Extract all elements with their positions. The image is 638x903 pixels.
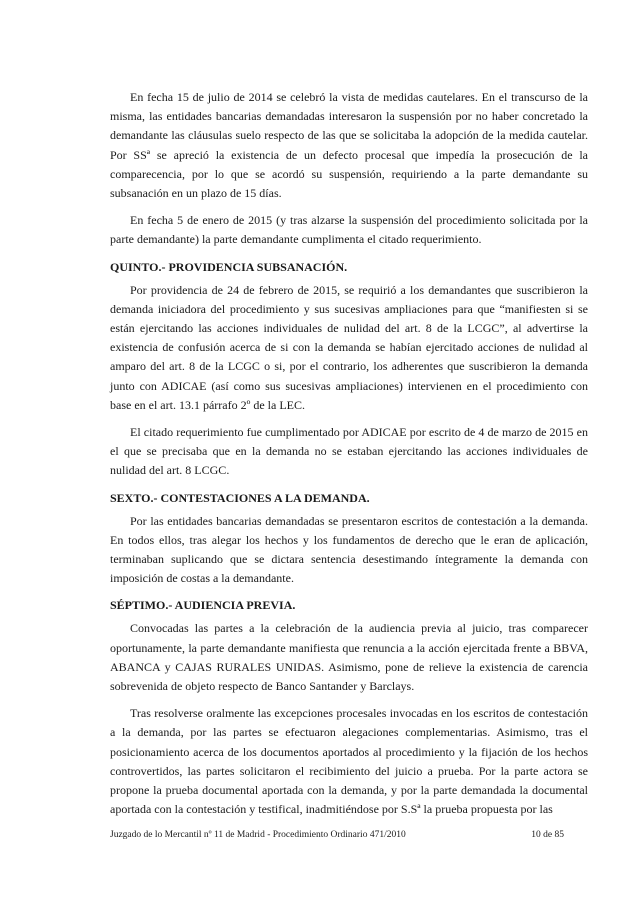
document-body: [110, 88, 588, 828]
paragraph: El citado requerimiento fue cumplimentado por ADICAE por escrito de 4 de marzo de 2015 en el que se precisaba que en la demanda no se estaban ejercitando las acciones individuales de nulidad del art. 8 LCGC.: [110, 425, 588, 478]
section-heading: SEXTO.- CONTESTACIONES A LA DEMANDA.: [110, 490, 370, 505]
page-footer: [110, 829, 564, 841]
paragraph: Tras resolverse oralmente las excepciones procesales invocadas en los escritos de contestación a la demanda, por las partes se efectuaron alegaciones complementarias. Asimismo, tras el posicionamiento acerca de los documentos aportados al procedimiento y la fijación de los hechos controvertidos, las partes solicitaron el recibimiento del juicio a prueba. Por la parte actora se propone la prueba documental aportada con la demanda, y por la parte demandada la documental aportada con la contestación y testifical, inadmitiéndose por S.Sª la prueba propuesta por las: [110, 706, 588, 817]
paragraph: Convocadas las partes a la celebración de la audiencia previa al juicio, tras comparecer oportunamente, la parte demandante manifiesta que renuncia a la acción ejercitada frente a BBVA, ABANCA y CAJAS RURALES UNIDAS. Asimismo, pone de relieve la existencia de carencia sobrevenida de objeto respecto de Banco Santander y Barclays.: [110, 621, 588, 694]
paragraph: En fecha 5 de enero de 2015 (y tras alzarse la suspensión del procedimiento solicitada por la parte demandante) la parte demandante cumplimenta el citado requerimiento.: [110, 213, 588, 247]
paragraph: En fecha 15 de julio de 2014 se celebró la vista de medidas cautelares. En el transcurso de la misma, las entidades bancarias demandadas interesaron la suspensión por no haber concretado la demandante las cláusulas suelo respecto de las que se solicitaba la adopción de la medida cautelar. Por SSª se apreció la existencia de un defecto procesal que impedía la prosecución de la comparecencia, por lo que se acordó su suspensión, requiriendo a la parte demandante su subsanación en un plazo de 15 días.: [110, 90, 588, 201]
page-number: 10 de 85: [531, 830, 564, 840]
section-heading: QUINTO.- PROVIDENCIA SUBSANACIÓN.: [110, 259, 348, 274]
paragraph: Por providencia de 24 de febrero de 2015, se requirió a los demandantes que suscribieron la demanda iniciadora del procedimiento y sus sucesivas ampliaciones para que “manifiesten si se están ejercitando las acciones individuales de nulidad del art. 8 de la LCGC”, al advertirse la existencia de confusión acerca de si con la demanda se habían ejercitado acciones de nulidad al amparo del art. 8 de la LCGC o si, por el contrario, los adherentes que suscribieron la demanda junto con ADICAE (así como sus sucesivas ampliaciones) intervienen en el procedimiento con base en el art. 13.1 párrafo 2º de la LEC.: [110, 282, 588, 412]
section-heading: SÉPTIMO.- AUDIENCIA PREVIA.: [110, 598, 296, 613]
footer-court-reference: Juzgado de lo Mercantil nº 11 de Madrid - Procedimiento Ordinario 471/2010: [110, 830, 406, 840]
paragraph: Por las entidades bancarias demandadas se presentaron escritos de contestación a la demanda. En todos ellos, tras alegar los hechos y los fundamentos de derecho que le eran de aplicación, terminaban suplicando que se dictara sentencia desestimando íntegramente la demanda con imposición de costas a la demandante.: [110, 513, 588, 586]
